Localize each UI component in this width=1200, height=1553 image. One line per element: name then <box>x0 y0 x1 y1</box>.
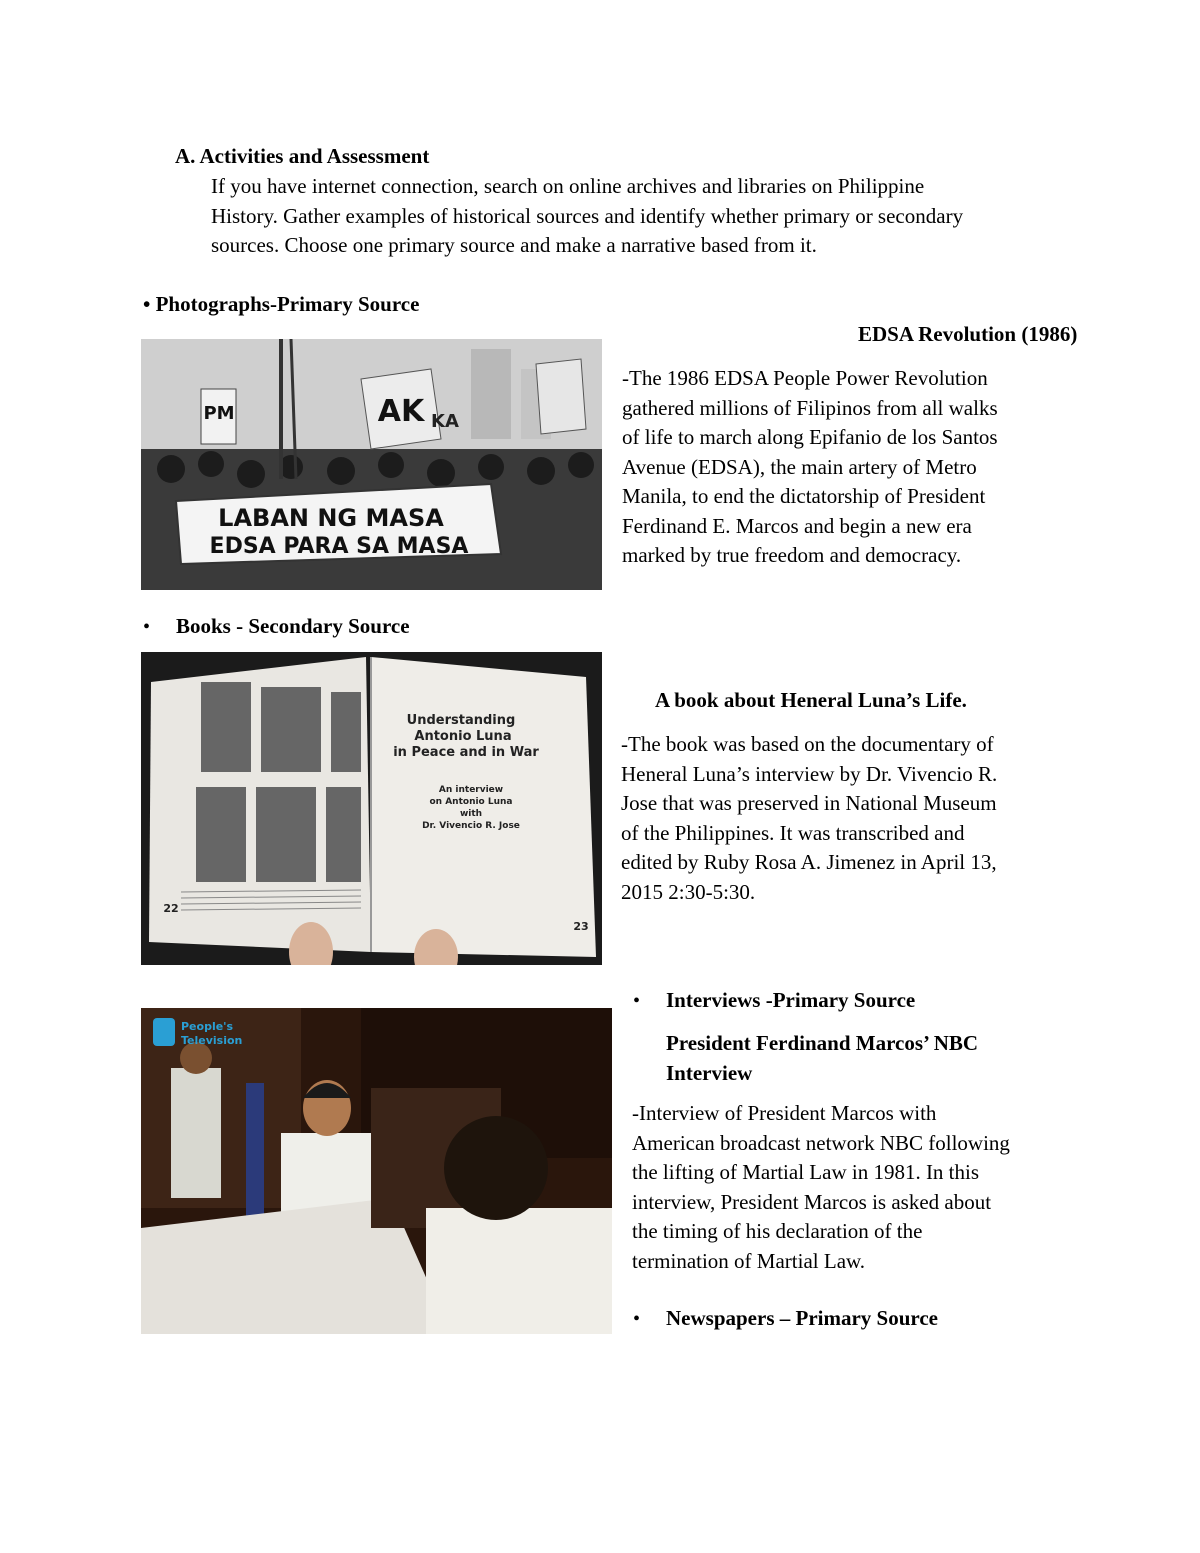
sign-text-ak: AK <box>377 394 425 429</box>
banner-line-1: LABAN NG MASA <box>218 504 444 532</box>
edsa-title: EDSA Revolution (1986) <box>858 322 1078 346</box>
interview-still <box>141 1008 612 1334</box>
interview-still-graphic <box>141 1008 612 1334</box>
book-desc-line: 2015 2:30-5:30. <box>621 879 756 904</box>
interview-title <box>666 1028 978 1088</box>
bullet-icon: • <box>143 616 151 638</box>
books-label: Books - Secondary Source <box>176 614 410 638</box>
interview-desc-line: the timing of his declaration of the <box>632 1219 923 1243</box>
sign-text-ka: KA <box>431 411 459 432</box>
book-subtitle-line: An interview <box>438 785 504 795</box>
book-description <box>621 730 997 907</box>
book-desc-line: of the Philippines. It was transcribed and <box>621 820 965 845</box>
edsa-photo <box>141 339 602 590</box>
banner-line-2: EDSA PARA SA MASA <box>209 534 469 559</box>
bullet-icon: • <box>633 990 641 1012</box>
book-page-number: 22 <box>163 902 179 915</box>
edsa-description <box>622 364 998 571</box>
edsa-photo-graphic <box>141 339 602 590</box>
edsa-desc-line: Avenue (EDSA), the main artery of Metro <box>622 454 977 479</box>
book-subtitle-line: on Antonio Luna <box>429 797 513 807</box>
edsa-desc-line: Ferdinand E. Marcos and begin a new era <box>622 513 972 538</box>
instruction-paragraph <box>211 172 963 261</box>
sign-text-pm: PM <box>203 403 235 424</box>
edsa-desc-line: of life to march along Epifanio de los Santos <box>622 425 998 449</box>
book-photo-graphic <box>141 652 602 965</box>
book-desc-line: -The book was based on the documentary of <box>621 732 994 756</box>
book-subtitle-line: Dr. Vivencio R. Jose <box>422 821 520 831</box>
book-title-line: Understanding <box>406 713 516 728</box>
edsa-desc-line: marked by true freedom and democracy. <box>622 543 962 567</box>
interview-desc-line: -Interview of President Marcos with <box>632 1101 937 1125</box>
instruction-line: sources. Choose one primary source and make a narrative based from it. <box>211 233 817 257</box>
book-title: A book about Heneral Luna’s Life. <box>655 688 967 712</box>
interview-title-line: Interview <box>666 1061 753 1085</box>
bullet-icon: • <box>633 1308 641 1330</box>
interview-title-line: President Ferdinand Marcos’ NBC <box>666 1031 979 1055</box>
edsa-desc-line: -The 1986 EDSA People Power Revolution <box>622 366 988 390</box>
photographs-heading <box>143 292 419 317</box>
book-subtitle-line: with <box>459 809 483 819</box>
book-desc-line: Heneral Luna’s interview by Dr. Vivencio R. <box>621 761 998 786</box>
bullet-icon: • <box>143 292 151 316</box>
interview-desc-line: the lifting of Martial Law in 1981. In this <box>632 1160 980 1184</box>
book-desc-line: Jose that was preserved in National Museum <box>621 791 997 815</box>
interviews-label: Interviews -Primary Source <box>666 988 916 1012</box>
newspapers-label: Newspapers – Primary Source <box>666 1306 938 1330</box>
instruction-line: If you have internet connection, search on online archives and libraries on Philippine <box>211 174 925 198</box>
photographs-label: Photographs-Primary Source <box>155 292 420 316</box>
interview-description <box>632 1099 1010 1276</box>
section-heading: A. Activities and Assessment <box>175 144 430 168</box>
book-title-line: Antonio Luna <box>414 729 512 744</box>
interview-desc-line: termination of Martial Law. <box>632 1248 866 1273</box>
interview-desc-line: interview, President Marcos is asked about <box>632 1189 992 1214</box>
instruction-line: History. Gather examples of historical sources and identify whether primary or secondary <box>211 203 964 228</box>
edsa-desc-line: gathered millions of Filipinos from all walks <box>622 395 998 420</box>
tv-logo-line: Television <box>181 1034 243 1047</box>
book-desc-line: edited by Ruby Rosa A. Jimenez in April 13, <box>621 850 997 874</box>
book-title-line: in Peace and in War <box>393 745 539 760</box>
tv-logo-line: People's <box>181 1020 234 1033</box>
edsa-desc-line: Manila, to end the dictatorship of President <box>622 484 986 508</box>
book-page-number: 23 <box>573 920 589 933</box>
interview-desc-line: American broadcast network NBC following <box>632 1130 1010 1155</box>
book-photo <box>141 652 602 965</box>
